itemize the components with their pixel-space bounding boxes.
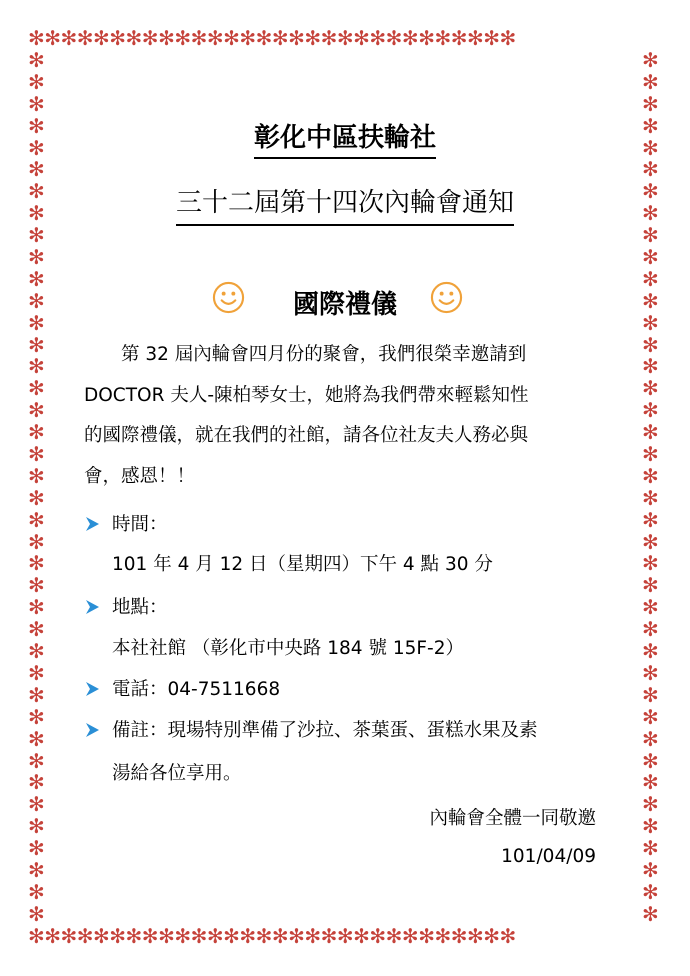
- topic-heading: 國際禮儀: [292, 290, 397, 320]
- intro-line: DOCTOR 夫人-陳柏琴女士，她將為我們帶來輕鬆知性: [84, 384, 529, 406]
- note-text-cont: 湯給各位享用。: [112, 763, 242, 784]
- time-label-row: [84, 512, 168, 538]
- intro-line: 的國際禮儀，就在我們的社館，請各位社友夫人務必與: [84, 425, 529, 446]
- issue-date: 101/04/09: [501, 846, 596, 867]
- border-left: ✻ ✻ ✻ ✻ ✻ ✻ ✻ ✻ ✻ ✻ ✻ ✻ ✻ ✻ ✻ ✻ ✻ ✻ ✻ ✻ ✻ ✻ ✻ ✻ ✻ ✻ ✻ ✻ ✻ ✻ ✻ ✻ ✻ ✻ ✻ ✻ ✻ ✻ ✻ ✻: [28, 50, 45, 926]
- arrow-bullet-icon: [84, 516, 100, 532]
- note-text: 備註：現場特別準備了沙拉、茶葉蛋、蛋糕水果及素: [112, 720, 538, 741]
- note-row: [84, 718, 538, 744]
- time-value: 101 年 4 月 12 日（星期四）下午 4 點 30 分: [112, 554, 493, 575]
- signature: 內輪會全體一同敬邀: [429, 808, 596, 829]
- place-label-row: [84, 595, 168, 621]
- smiley-icon: [430, 281, 463, 314]
- border-bottom: ✻✻✻✻✻✻✻✻✻✻✻✻✻✻✻✻✻✻✻✻✻✻✻✻✻✻✻✻✻✻: [28, 926, 516, 948]
- club-name: 彰化中區扶輪社: [0, 117, 690, 154]
- phone-row: [84, 677, 280, 703]
- intro-paragraph: [84, 335, 604, 497]
- border-top: ✻✻✻✻✻✻✻✻✻✻✻✻✻✻✻✻✻✻✻✻✻✻✻✻✻✻✻✻✻✻: [28, 28, 516, 50]
- notice-title: 三十二屆第十四次內輪會通知: [0, 182, 690, 219]
- time-label: 時間：: [112, 514, 168, 535]
- phone-text: 電話：04-7511668: [112, 679, 281, 700]
- arrow-bullet-icon: [84, 722, 100, 738]
- place-label: 地點：: [112, 597, 168, 618]
- border-right: ✻ ✻ ✻ ✻ ✻ ✻ ✻ ✻ ✻ ✻ ✻ ✻ ✻ ✻ ✻ ✻ ✻ ✻ ✻ ✻ ✻ ✻ ✻ ✻ ✻ ✻ ✻ ✻ ✻ ✻ ✻ ✻ ✻ ✻ ✻ ✻ ✻ ✻ ✻ ✻: [642, 50, 659, 926]
- intro-line: 會，感恩！！: [84, 465, 196, 487]
- arrow-bullet-icon: [84, 599, 100, 615]
- intro-line: 第 32 屆內輪會四月份的聚會，我們很榮幸邀請到: [121, 344, 527, 365]
- place-value: 本社社館 （彰化市中央路 184 號 15F-2）: [112, 638, 464, 659]
- arrow-bullet-icon: [84, 681, 100, 697]
